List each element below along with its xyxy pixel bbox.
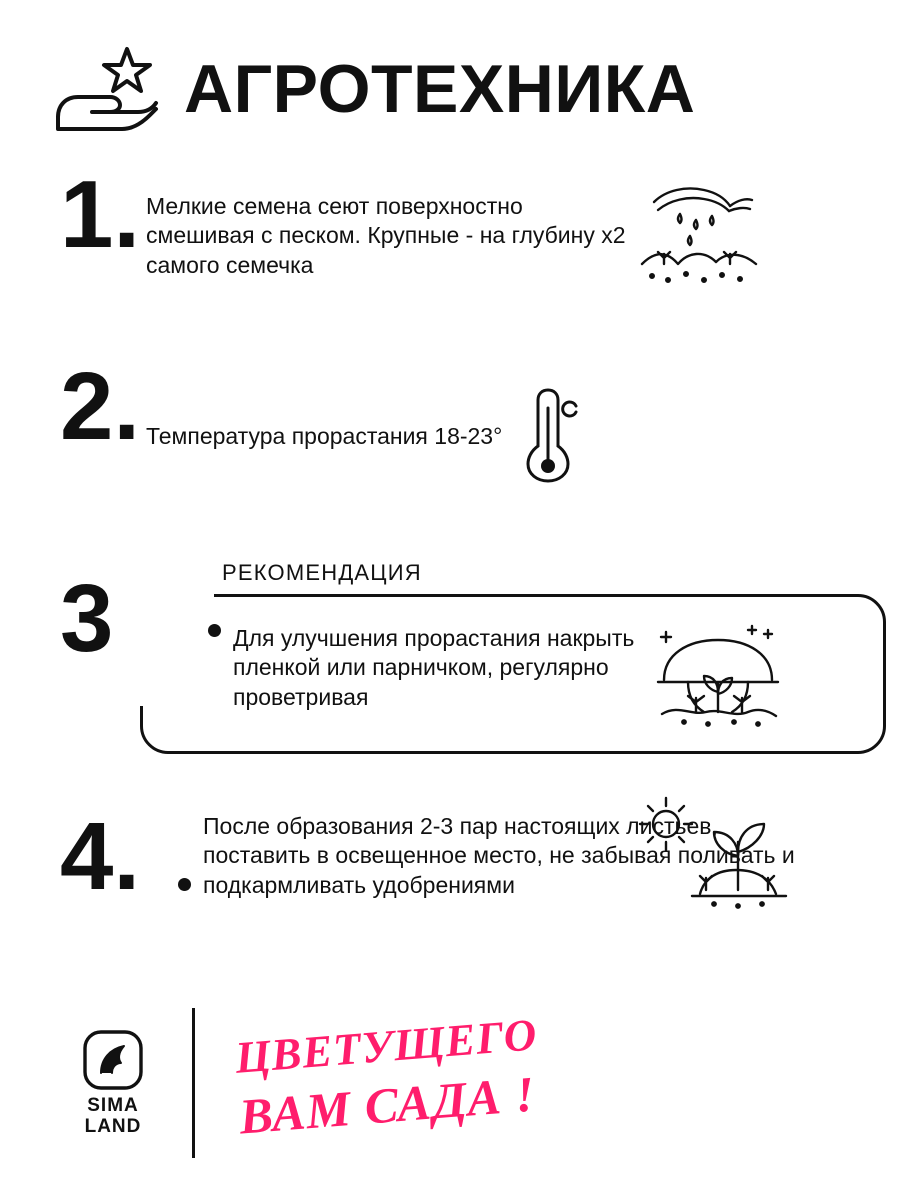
sun-and-sprout-icon <box>618 790 798 916</box>
page-title: АГРОТЕХНИКА <box>184 51 696 127</box>
step-4-number: 4. <box>60 803 141 910</box>
step-3-text: Для улучшения прорастания накрыть пленкой или парничком, регулярно проветривая <box>233 625 635 710</box>
brand-name-line2: LAND <box>84 1116 142 1137</box>
footer-divider <box>192 1008 195 1158</box>
brand-block <box>58 1029 168 1138</box>
step-4-text: После образования 2-3 пар настоящих листьев, поставить в освещенное место, не забывая поливать и подкармливать удобрениями <box>203 813 795 898</box>
recommendation-label: РЕКОМЕНДАЦИЯ <box>220 560 430 586</box>
sima-land-logo-icon <box>82 1029 144 1091</box>
hand-with-star-icon <box>52 43 162 135</box>
step-1 <box>60 161 860 280</box>
step-2-number: 2. <box>60 353 141 460</box>
hand-sowing-seeds-icon <box>634 180 764 290</box>
step-3-number: 3 <box>60 565 114 672</box>
step-2-text: Температура прорастания 18-23° <box>146 423 503 450</box>
poster-header <box>52 34 860 144</box>
step-1-number: 1. <box>60 161 141 268</box>
step-2 <box>60 353 860 484</box>
poster-footer <box>58 1008 840 1158</box>
greenhouse-sprouts-icon <box>648 620 788 728</box>
slogan-line-2: ВАМ САДА ! <box>237 1065 538 1145</box>
slogan-line-1: ЦВЕТУЩЕГО <box>233 1009 540 1083</box>
thermometer-celsius-icon <box>516 384 586 484</box>
bullet-icon <box>178 878 191 891</box>
brand-name-line1: SIMA <box>87 1094 139 1116</box>
bullet-icon <box>208 624 221 637</box>
step-1-text: Мелкие семена сеют поверхностно смешивая с песком. Крупные - на глубину х2 самого семечка <box>146 193 626 278</box>
slogan-block <box>229 1009 699 1148</box>
